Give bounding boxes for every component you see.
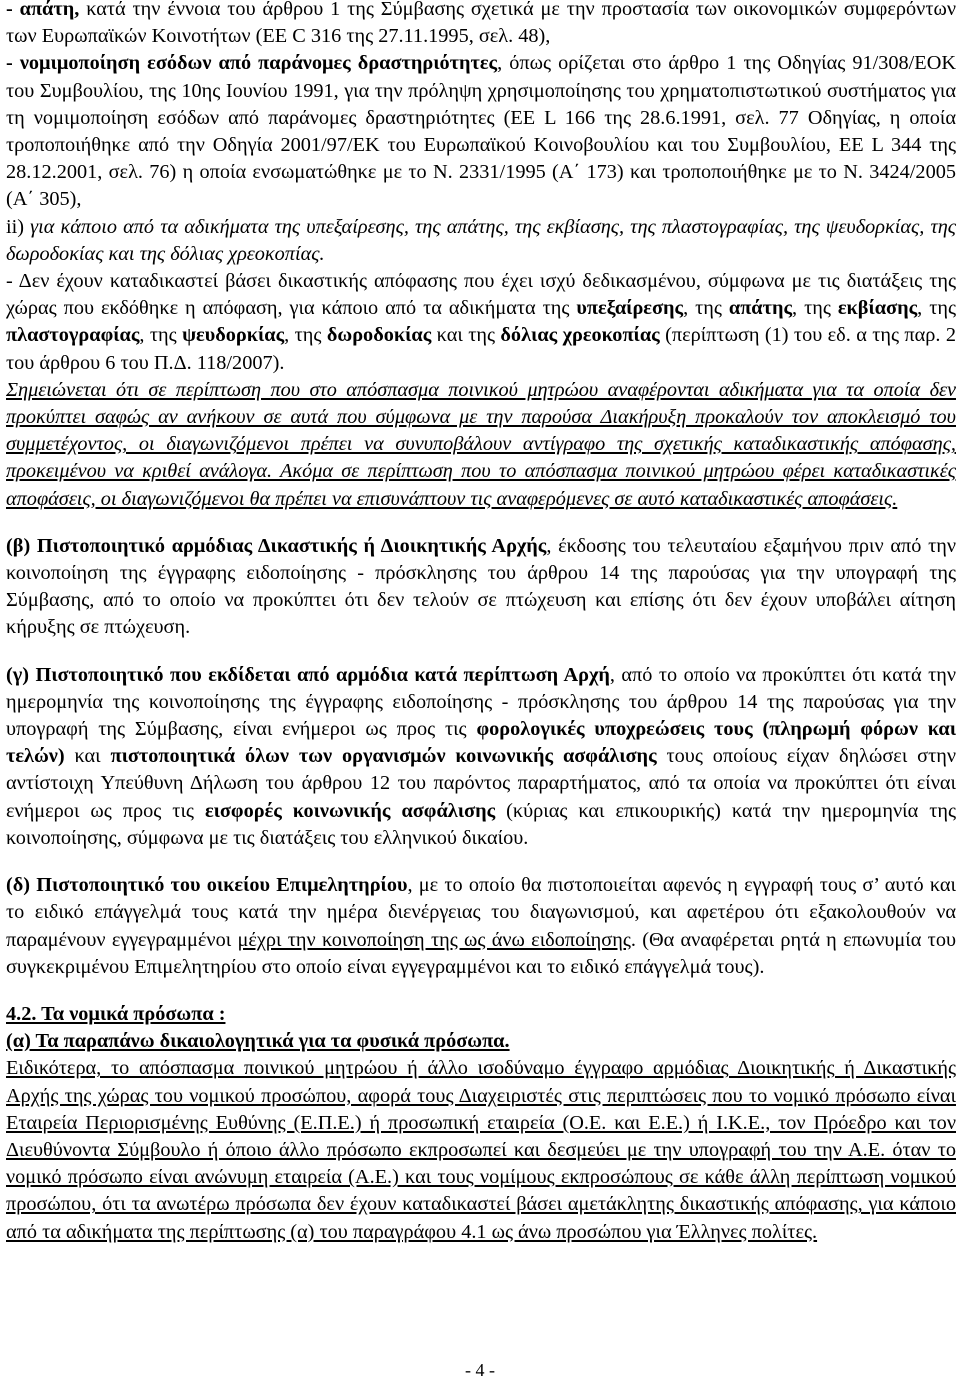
certificate-c-title: (γ) Πιστοποιητικό που εκδίδεται από αρμόδια κατά περίπτωση Αρχή [6,663,610,686]
certificate-d-title: (δ) Πιστοποιητικό του οικείου Επιμελητηρίου [6,874,408,897]
paragraph-criminal-record-note: Σημειώνεται ότι σε περίπτωση που στο απόσπασμα ποινικού μητρώου αναφέρονται αδικήματα για τα οποία δεν προκύπτει σαφώς αν ανήκουν σε αυτά που σύμφωνα με την παρούσα Διακήρυξη προκαλούν τον αποκλεισμό του συμμετέχοντος, οι διαγωνιζόμενοι πρέπει να συνυποβάλουν αντίγραφο της σχετικής καταδικαστικής απόφασης, προκειμένου να κριθεί ανάλογα. Ακόμα σε περίπτωση που το απόσπασμα ποινικού μητρώου φέρει καταδικαστικές αποφάσεις, οι διαγωνιζόμενοι θα πρέπει να επισυνάπτουν τις αναφερόμενες σε αυτό καταδικαστικές αποφάσεις. [6,378,956,510]
certificate-b-title: (β) Πιστοποιητικό αρμόδιας Δικαστικής ή Διοικητικής Αρχής [6,534,547,557]
paragraph-not-convicted: - Δεν έχουν καταδικαστεί βάσει δικαστικής απόφασης που έχει ισχύ δεδικασμένου, σύμφωνα με τις διατάξεις της χώρας που εκδόθηκε η απόφαση, για κάποιο από τα αδικήματα της υπεξαίρεσης, της απάτης, της εκβίασης, της πλαστογραφίας, της ψευδορκίας, της δωροδοκίας και της δόλιας χρεοκοπίας (περίπτωση (1) του εδ. α της παρ. 2 του άρθρου 6 του Π.Δ. 118/2007). [6,270,957,374]
paragraph-certificate-d: (δ) Πιστοποιητικό του οικείου Επιμελητηρίου, με το οποίο θα πιστοποιείται αφενός η εγγραφή τους σ’ αυτό και το ειδικό επάγγελμά τους κατά την ημέρα διενέργειας του διαγωνισμού, και αφετέρου ότι εξακολουθούν να παραμένουν εγγεγραμμένοι μέχρι την κοινοποίηση της ως άνω ειδοποίησης. (Θα αναφέρεται ρητά η επωνυμία του συγκεκριμένου Επιμελητηρίου στο οποίο είναι εγγεγραμμένοι και το ειδικό επάγγελμά τους). [6,874,956,978]
paragraph-certificate-c: (γ) Πιστοποιητικό που εκδίδεται από αρμόδια κατά περίπτωση Αρχή, από το οποίο να προκύπτει ότι κατά την ημερομηνία της κοινοποίησης της έγγραφης ειδοποίησης - πρόσκλησης του άρθρου 14 της παρούσας για την υπογραφή της Σύμβασης, είναι ενήμεροι ως προς τις φορολογικές υποχρεώσεις τους (πληρωμή φόρων και τελών) και πιστοποιητικά όλων των οργανισμών κοινωνικής ασφάλισης τους οποίους είχαν δηλώσει στην αντίστοιχη Υπεύθυνη Δήλωση του άρθρου 12 του παρόντος παραρτήματος, από τα οποία να προκύπτει ότι είναι ενήμεροι ως προς τις εισφορές κοινωνικής ασφάλισης (κύριας και επικουρικής) κατά την ημερομηνία της κοινοποίησης, σύμφωνα με τις διατάξεις του ελληνικού δικαίου. [6,663,957,849]
document-page [6,0,956,1246]
paragraph-fraud: - απάτη, κατά την έννοια του άρθρου 1 της Σύμβασης σχετικά με την προστασία των οικονομικών συμφερόντων των Ευρωπαϊκών Κοινοτήτων (ΕΕ C 316 της 27.11.1995, σελ. 48), [6,0,956,48]
money-laundering-term: - νομιμοποίηση εσόδων από παράνομες δραστηριότητες [6,52,498,75]
section-heading: 4.2. Τα νομικά πρόσωπα : [6,1002,226,1025]
fraud-term: - απάτη, [6,0,80,20]
section-subheading: (α) Τα παραπάνω δικαιολογητικά για τα φυσικά πρόσωπα. [6,1030,510,1053]
paragraph-offences-list: ii) για κάποιο από τα αδικήματα της υπεξαίρεσης, της απάτης, της εκβίασης, της πλαστογραφίας, της ψευδορκίας, της δωροδοκίας και της δόλιας χρεοκοπίας. [6,215,956,265]
paragraph-certificate-b: (β) Πιστοποιητικό αρμόδιας Δικαστικής ή Διοικητικής Αρχής, έκδοσης του τελευταίου εξαμήνου πριν από την κοινοποίηση της έγγραφης ειδοποίησης - πρόσκλησης του άρθρου 14 της παρούσας για την υπογραφή της Σύμβασης, από το οποίο να προκύπτει ότι δεν τελούν σε πτώχευση και επίσης ότι δεν έχουν υποβάλει αίτηση κήρυξης σε πτώχευση. [6,534,957,639]
paragraph-legal-entities: Ειδικότερα, το απόσπασμα ποινικού μητρώου ή άλλο ισοδύναμο έγγραφο αρμόδιας Διοικητικής ή Δικαστικής Αρχής της χώρας του νομικού προσώπου, αφορά τους Διαχειριστές στις περιπτώσεις που το νομικό πρόσωπο είναι Εταιρεία Περιορισμένης Ευθύνης (Ε.Π.Ε.) ή προσωπική εταιρεία (Ο.Ε. και Ε.Ε.) ή Ι.Κ.Ε., τον Πρόεδρο και τον Διευθύνοντα Σύμβουλο ή όποιο άλλο πρόσωπο εκπροσωπεί και δεσμεύει με την υπογραφή του την Α.Ε. όταν το νομικό πρόσωπο είναι ανώνυμη εταιρεία (Α.Ε.) και τους νομίμους εκπροσώπους σε κάθε άλλη περίπτωση νομικού προσώπου, ότι τα ανωτέρω πρόσωπα δεν έχουν καταδικαστεί βάσει αμετάκλητης δικαστικής απόφασης, για κάποιο από τα αδικήματα της περίπτωσης (α) του παραγράφου 4.1 ως άνω προσώπου για Έλληνες πολίτες. [6,1057,956,1243]
paragraph-money-laundering: - νομιμοποίηση εσόδων από παράνομες δραστηριότητες, όπως ορίζεται στο άρθρο 1 της Οδηγίας 91/308/ΕΟΚ του Συμβουλίου, της 10ης Ιουνίου 1991, για την πρόληψη χρησιμοποίησης του χρηματοπιστωτικού συστήματος για τη νομιμοποίηση εσόδων από παράνομες δραστηριότητες (ΕΕ L 166 της 28.6.1991, σελ. 77 Οδηγίας, η οποία τροποποιήθηκε από την Οδηγία 2001/97/ΕΚ του Ευρωπαϊκού Κοινοβουλίου και του Συμβουλίου, ΕΕ L 344 της 28.12.2001, σελ. 76) η οποία ενσωματώθηκε με το Ν. 2331/1995 (Α΄ 173) και τροποποιήθηκε με το Ν. 3424/2005 (Α΄ 305), [6,52,956,211]
page-number: - 4 - [465,1360,495,1380]
